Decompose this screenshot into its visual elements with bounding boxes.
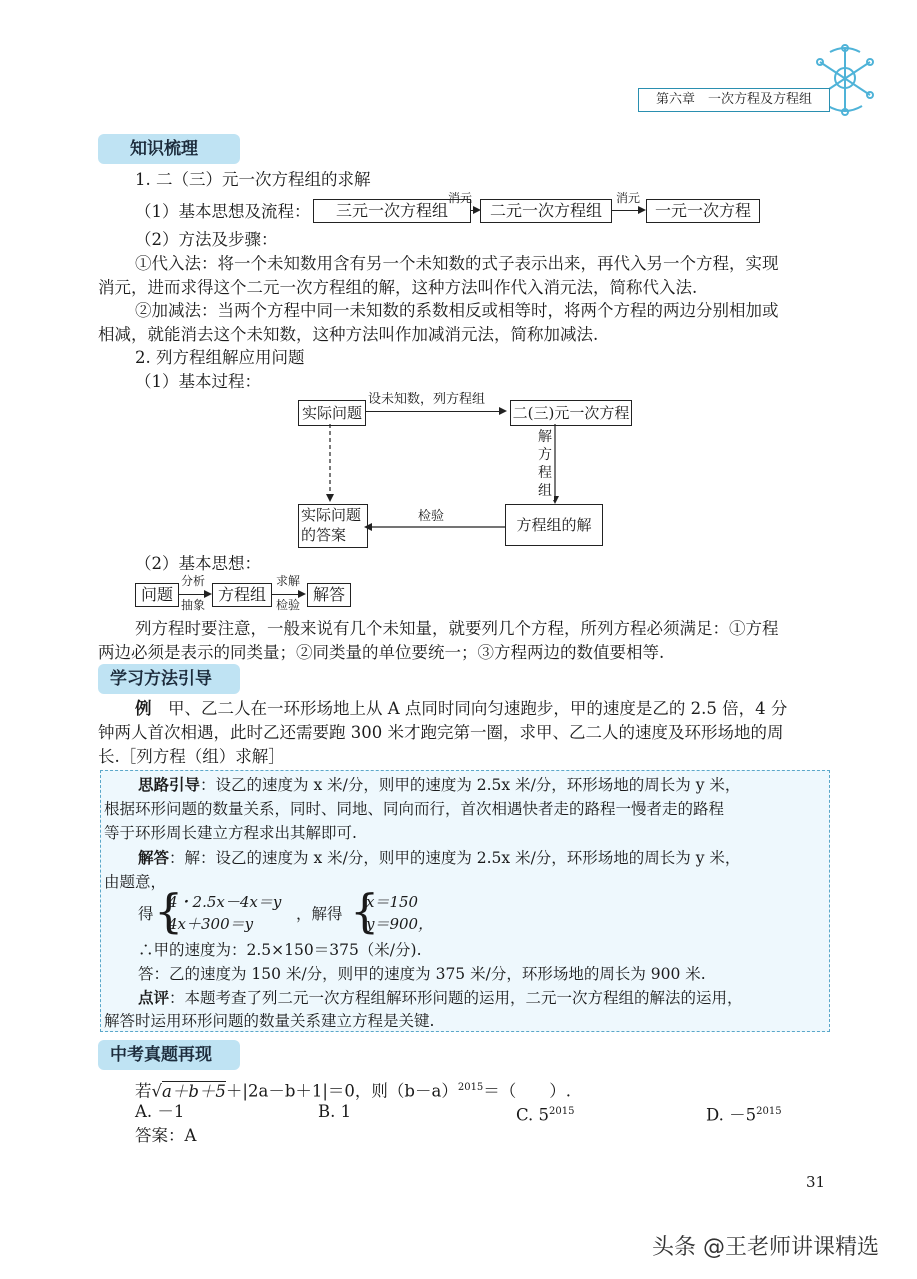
flow-box-ternary: 三元一次方程组 xyxy=(313,199,471,223)
section-title-exam: 中考真题再现 xyxy=(98,1040,240,1070)
section-title-knowledge: 知识梳理 xyxy=(98,134,240,164)
eq1: 4・2.5x－4x＝y xyxy=(168,893,282,911)
diagram-arrow-bottom-label: 检验 xyxy=(418,509,445,524)
diagram-box-answer: 实际问题 的答案 xyxy=(298,504,368,548)
diagram-box-problem: 实际问题 xyxy=(298,400,366,426)
option-b: B. 1 xyxy=(318,1102,352,1121)
option-a: A. －1 xyxy=(135,1102,185,1121)
answer-text: 答案：A xyxy=(135,1126,197,1145)
diagram-arrow-top-label: 设未知数，列方程组 xyxy=(368,392,486,407)
hint-label: 思路引导 xyxy=(138,776,201,794)
option-c: C. $5^{2015}$ xyxy=(516,1105,575,1125)
step2-label: （2）方法及步骤： xyxy=(135,230,278,249)
section-title-method: 学习方法引导 xyxy=(98,664,240,694)
get-label: 得 xyxy=(138,905,154,923)
example-line1: 例 甲、乙二人在一环形场地上从 A 点同时同向匀速跑步，甲的速度是乙的 2.5 倍，4 分 xyxy=(135,699,788,718)
diagram-box-system: 二(三)元一次方程 xyxy=(510,400,632,426)
question-line: 若√a＋b＋5＋|2a－b＋1|＝0，则$(b-a)^{2015}=$（ ）. xyxy=(135,1081,572,1101)
method2-line1: ②加减法：当两个方程中同一未知数的系数相反或相等时，将两个方程的两边分别相加或 xyxy=(135,301,779,320)
answer-line2: 由题意， xyxy=(104,873,167,891)
example-label: 例 xyxy=(135,699,152,718)
diagram-dashed-arrow xyxy=(320,424,340,504)
comment-line1: 点评：本题考查了列二元一次方程组解环形问题的运用，二元一次方程组的解法的运用， xyxy=(138,989,743,1007)
eq2: 4x＋300＝y xyxy=(168,915,254,933)
comment-line2: 解答时运用环形问题的数量关系建立方程是关键. xyxy=(104,1012,435,1030)
hint-line1: 思路引导：设乙的速度为 x 米/分，则甲的速度为 2.5x 米/分，环形场地的周长为 y 米， xyxy=(138,776,741,794)
hint-line2: 根据环形问题的数量关系，同时、同地、同向而行，首次相遇快者走的路程一慢者走的路程 xyxy=(104,800,725,818)
note-line2: 两边必须是表示的同类量；②同类量的单位要统一；③方程两边的数值要相等. xyxy=(98,643,665,662)
idea-arrow2 xyxy=(272,594,304,595)
hint-line3: 等于环形周长建立方程求出其解即可. xyxy=(104,824,357,842)
speed-line: ∴甲的速度为：2.5×150＝375（米/分). xyxy=(138,941,422,959)
idea-arrow1-bottom: 抽象 xyxy=(181,598,206,612)
process-label: （1）基本过程： xyxy=(135,372,261,391)
flow-arrow1 xyxy=(471,210,479,211)
sqrt-icon: √ xyxy=(151,1081,163,1101)
diagram-arrow-top xyxy=(365,411,505,412)
method1-line1: ①代入法：将一个未知数用含有另一个未知数的式子表示出来，再代入另一个方程，实现 xyxy=(135,254,779,273)
method2-line2: 相减，就能消去这个未知数，这种方法叫作加减消元法，简称加减法. xyxy=(98,325,599,344)
watermark: 头条 @王老师讲课精选 xyxy=(652,1235,879,1260)
item2-title: 2. 列方程组解应用问题 xyxy=(135,348,305,367)
idea-arrow1-top: 分析 xyxy=(181,574,206,588)
option-d: D. $-5^{2015}$ xyxy=(706,1105,782,1125)
idea-arrow2-top: 求解 xyxy=(276,574,301,588)
sol2: y＝900， xyxy=(366,915,434,933)
brace-right-icon: { xyxy=(350,884,380,938)
idea-label: （2）基本思想： xyxy=(135,554,261,573)
chapter-title: 第六章 一次方程及方程组 xyxy=(638,88,830,112)
snowflake-ornament-icon xyxy=(800,40,880,130)
final-answer-line: 答：乙的速度为 150 米/分，则甲的速度为 375 米/分，环形场地的周长为 900 米. xyxy=(138,965,706,983)
comment-label: 点评 xyxy=(138,989,170,1007)
sol1: x＝150 xyxy=(366,893,419,911)
example-line3: 长.［列方程（组）求解］ xyxy=(98,747,285,766)
answer-label: 解答 xyxy=(138,849,170,867)
page-number: 31 xyxy=(806,1173,826,1191)
flow-box-binary: 二元一次方程组 xyxy=(480,199,612,223)
sqrt-radicand: a＋b＋5 xyxy=(162,1081,226,1101)
flow-arrow2-label: 消元 xyxy=(616,191,641,205)
item1-title: 1. 二（三）元一次方程组的求解 xyxy=(135,170,371,189)
idea-arrow1 xyxy=(178,594,210,595)
step1-label: （1）基本思想及流程： xyxy=(135,202,311,221)
answer-line1: 解答：解：设乙的速度为 x 米/分，则甲的速度为 2.5x 米/分，环形场地的周长为 y 米， xyxy=(138,849,741,867)
flow-box-linear: 一元一次方程 xyxy=(646,199,760,223)
diagram-arrow-side-label: 解 方 程 组 xyxy=(538,429,552,499)
idea-box-answer: 解答 xyxy=(307,583,351,607)
method1-line2: 消元，进而求得这个二元一次方程组的解，这种方法叫作代入消元法，简称代入法. xyxy=(98,278,698,297)
example-line2: 钟两人首次相遇，此时乙还需要跑 300 米才跑完第一圈，求甲、乙二人的速度及环形场地的周 xyxy=(98,723,784,742)
note-line1: 列方程时要注意，一般来说有几个未知量，就要列几个方程，所列方程必须满足：①方程 xyxy=(135,619,779,638)
flow-arrow1-label: 消元 xyxy=(448,191,473,205)
idea-box-system: 方程组 xyxy=(212,583,272,607)
brace-left-icon: { xyxy=(154,884,184,938)
flow-arrow2 xyxy=(612,210,644,211)
solve-label: ，解得 xyxy=(296,905,343,923)
diagram-box-solution: 方程组的解 xyxy=(505,504,603,546)
idea-arrow2-bottom: 检验 xyxy=(276,598,301,612)
idea-box-problem: 问题 xyxy=(135,583,179,607)
